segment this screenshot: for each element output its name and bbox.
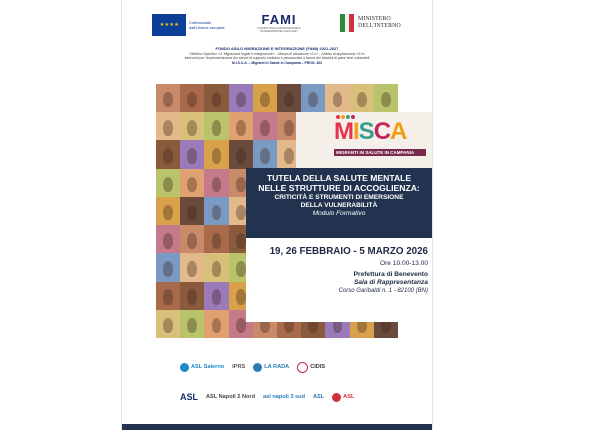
collage-tile [253,140,277,168]
collage-tile [204,253,228,281]
title-line-1: TUTELA DELLA SALUTE MENTALE [266,173,412,183]
collage-tile [156,84,180,112]
collage-tile [156,225,180,253]
italy-flag-icon [340,14,354,32]
partner-logo: CIDIS [297,362,325,373]
partner-logo: ASL Napoli 2 Nord [206,394,256,400]
event-room: Sala di Rappresentanza [353,279,428,286]
event-hours: Ore 10.00-13.00 [379,260,428,267]
collage-tile [204,197,228,225]
collage-tile [204,84,228,112]
event-title-box [246,168,432,238]
fund-line-2: Interventi per l'implementazione dei servizi di supporto sanitario e psicosociale a favore dei cittadini di paesi terzi vulnerabili [184,56,370,61]
collage-tile [204,282,228,310]
event-dates: 19, 26 FEBBRAIO - 5 MARZO 2026 [269,246,428,257]
event-place: Prefettura di Benevento [353,271,428,278]
collage-tile [156,310,180,338]
eu-label: Cofinanziato dall'Unione europea [189,20,225,30]
collage-tile [156,140,180,168]
partner-logo: ASL [312,394,325,400]
collage-tile [204,140,228,168]
collage-tile [180,282,204,310]
collage-tile [156,112,180,140]
collage-tile [325,84,349,112]
collage-tile [229,84,253,112]
collage-tile [253,112,277,140]
collage-tile [180,253,204,281]
collage-tile [204,169,228,197]
event-address: Corso Garibaldi n. 1 - 82100 (BN) [338,288,428,294]
misca-logo-text: MISCA [334,118,407,145]
collage-tile [180,225,204,253]
collage-tile [156,282,180,310]
partner-logo: ASL [332,393,354,402]
fami-label: FAMI [261,12,297,27]
fund-title: FONDO ASILO MIGRAZIONE E INTEGRAZIONE (FAMI) 2021-2027 [215,46,339,51]
collage-tile [180,112,204,140]
title-line-2: NELLE STRUTTURE DI ACCOGLIENZA: [258,183,420,193]
fami-sub: FONDO ASILO MIGRAZIONE E INTEGRAZIONE 2021-2027 [257,26,301,33]
flyer-page [121,0,433,430]
collage-tile [350,84,374,112]
fund-description [142,52,412,65]
ministry-line2: DELL'INTERNO [358,23,401,29]
partner-logos-row-2 [180,386,420,408]
misca-tagline: MIGRANTI IN SALUTE IN CAMPANIA [334,149,426,156]
module-label: Modulo Formativo [312,209,366,217]
collage-tile [180,197,204,225]
collage-tile [204,112,228,140]
collage-tile [229,112,253,140]
collage-tile [180,140,204,168]
fund-line-3: M.I.S.C.A. – Migranti In Salute in Campania – PROG. 403 [231,60,323,65]
partner-logo: ASL Salerno [180,363,224,372]
fund-line-1: Obiettivo Specifico «2. Migrazione legale e integrazione» – Misura di attuazione «2.c» – Ambito di applicazione «2.h» [189,52,365,56]
partner-logo: LA RADA [253,363,289,372]
collage-tile [277,84,301,112]
misca-logo [296,112,432,168]
subtitle-line-1: CRITICITÀ E STRUMENTI DI EMERSIONE [274,194,404,201]
collage-tile [156,169,180,197]
collage-tile [229,140,253,168]
ministry-line1: MINISTERO [358,16,391,22]
collage-tile [204,225,228,253]
eu-logo [152,14,229,36]
ministry-logo [340,14,401,32]
partner-logo: ASL [180,392,198,402]
header-logos [152,12,422,38]
collage-tile [204,310,228,338]
collage-tile [374,84,398,112]
subtitle-line-2: DELLA VULNERABILITÀ [300,201,378,209]
collage-tile [156,197,180,225]
partner-logo: IPRS [232,364,246,370]
partner-logos-row-1 [180,357,420,377]
event-info-box [246,238,432,322]
collage-tile [180,169,204,197]
eu-flag-icon: ★ ★ ★ ★ [152,14,186,36]
footer-bar [122,424,432,430]
collage-tile [253,84,277,112]
collage-tile [156,253,180,281]
collage-tile [301,84,325,112]
collage-tile [180,310,204,338]
collage-tile [180,84,204,112]
partner-logo: asl napoli 3 sud [263,394,305,400]
fami-logo [256,12,302,33]
